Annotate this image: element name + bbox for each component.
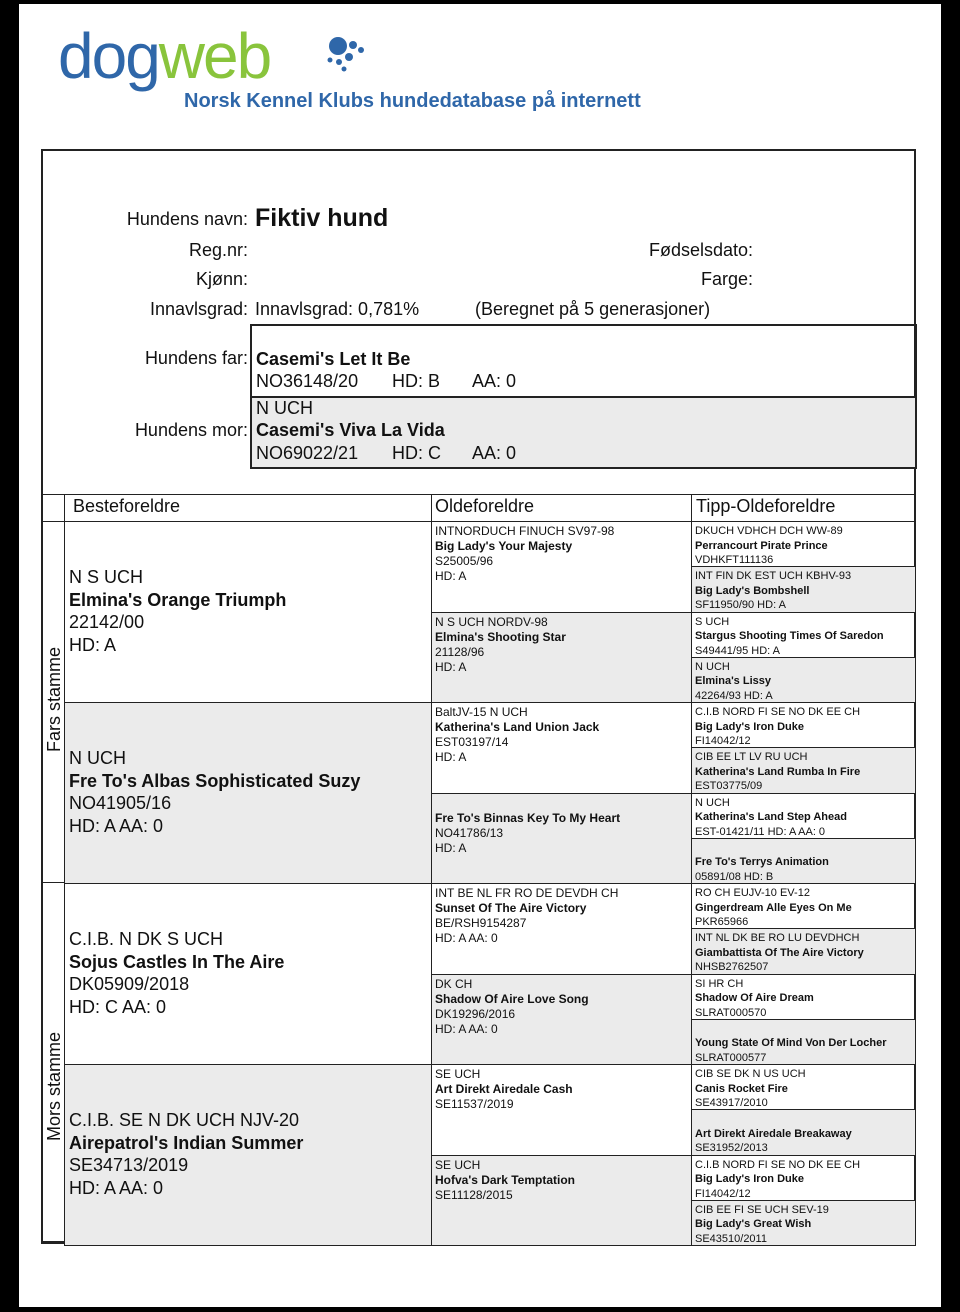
dog-name-label: Hundens navn: [126,209,248,229]
great-grandparent-line: HD: A [435,569,467,583]
grandparent-cell[interactable] [64,883,432,1065]
great-great-grandparent-line: DKUCH VDHCH DCH WW-89 [695,525,843,537]
great-grandparent-cell[interactable] [431,521,692,613]
father-label: Hundens far: [144,348,248,368]
great-grandparent-line: HD: A AA: 0 [435,1021,498,1036]
great-great-grandparent-line: Katherina's Land Rumba In Fire [695,765,861,778]
great-great-grandparent-line: Perrancourt Pirate Prince [695,539,828,552]
great-great-grandparent-line: SLRAT000577 [695,1051,767,1064]
grandparent-title: N S UCH [69,567,144,587]
great-grandparent-cell[interactable] [431,702,692,794]
sex-label: Kjønn: [195,269,248,289]
grandparent-hd: HD: A AA: 0 [69,815,164,836]
great-grandparent-line: HD: A AA: 0 [435,931,498,945]
great-grandparent-line: SE UCH [435,1157,481,1172]
great-grandparent-line [435,1203,688,1218]
great-great-grandparent-line: SE43510/2011 [695,1232,767,1245]
inbreeding-value: Innavlsgrad: 0,781% [255,299,420,319]
great-great-grandparent-line: RO CH EUJV-10 EV-12 [695,887,810,899]
great-great-grandparent-line: EST03775/09 [695,780,763,793]
grandparent-name: Fre To's Albas Sophisticated Suzy [69,770,361,791]
father-hd: HD: B [392,371,441,391]
great-grandparent-line: Elmina's Shooting Star [435,629,566,644]
great-great-grandparent-cell[interactable] [691,521,916,567]
great-great-grandparent-line: SE43917/2010 [695,1097,768,1109]
great-grandparent-line: INT BE NL FR RO DE DEVDH CH [435,886,619,900]
great-grandparent-line: HD: A [435,750,467,764]
logo-word-web: web [158,20,271,92]
great-great-grandparent-line: Fre To's Terrys Animation [695,856,829,869]
grandparent-reg: DK05909/2018 [69,974,190,994]
great-great-grandparent-cell[interactable] [691,1109,916,1155]
great-grandparent-line: SE11128/2015 [435,1187,513,1202]
great-great-grandparent-cell[interactable] [691,1200,916,1246]
great-great-grandparent-line: NHSB2762507 [695,961,769,974]
great-great-grandparent-line: SLRAT000570 [695,1006,767,1019]
great-great-grandparent-cell[interactable] [691,566,916,612]
great-grandparent-line: DK CH [435,976,473,991]
great-great-grandparent-line: Big Lady's Iron Duke [695,720,804,733]
mother-reg: NO69022/21 [256,443,359,463]
mother-label: Hundens mor: [134,420,248,440]
mother-side-column [41,882,65,1244]
great-grandparent-cell[interactable] [431,793,692,885]
great-grandparent-line: BaltJV-15 N UCH [435,705,528,719]
great-grandparent-line: Big Lady's Your Majesty [435,539,573,553]
great-great-grandparent-line: Giambattista Of The Aire Victory [695,946,864,959]
grandparent-cell[interactable] [64,521,432,703]
great-great-grandparent-line: N UCH [695,660,730,673]
great-grandparent-line: SE11537/2019 [435,1097,514,1111]
great-grandparent-line: EST03197/14 [435,735,509,749]
great-grandparent-line: 21128/96 [435,644,485,659]
great-great-grandparent-cell[interactable] [691,974,916,1020]
great-grandparent-line: INTNORDUCH FINUCH SV97-98 [435,524,615,538]
great-great-grandparent-line: Canis Rocket Fire [695,1082,788,1095]
great-grandparent-line: HD: A [435,659,467,674]
great-great-grandparent-line: S UCH [695,615,730,628]
grandparent-name: Sojus Castles In The Aire [69,951,285,972]
header-great-grandparents: Oldeforeldre [431,494,692,522]
great-great-grandparent-line [695,1112,912,1127]
great-great-grandparent-line: CIB EE FI SE UCH SEV-19 [695,1203,829,1216]
great-great-grandparent-cell[interactable] [691,793,916,839]
grandparent-hd: HD: C AA: 0 [69,996,167,1017]
inbreeding-label: Innavlsgrad: [149,299,248,319]
great-grandparent-line: Hofva's Dark Temptation [435,1172,575,1187]
great-great-grandparent-line: Young State Of Mind Von Der Locher [695,1037,887,1050]
great-great-grandparent-cell[interactable] [691,838,916,884]
great-grandparent-line: S25005/96 [435,554,494,568]
great-grandparent-line: Sunset Of The Aire Victory [435,901,587,915]
great-great-grandparent-line: SF11950/90 HD: A [695,599,786,612]
great-great-grandparent-line: INT FIN DK EST UCH KBHV-93 [695,570,852,583]
great-great-grandparent-line: CIB EE LT LV RU UCH [695,751,808,764]
mother-title: N UCH [256,398,313,418]
great-great-grandparent-line: CIB SE DK N US UCH [695,1068,806,1080]
grandparent-reg: 22142/00 [69,612,145,632]
great-grandparent-line: Fre To's Binnas Key To My Heart [435,810,621,825]
grandparent-title: N UCH [69,748,126,768]
great-grandparent-line: DK19296/2016 [435,1006,516,1021]
great-great-grandparent-line: INT NL DK BE RO LU DEVDHCH [695,932,860,945]
great-great-grandparent-line: 42264/93 HD: A [695,689,773,702]
grandparent-cell[interactable] [64,1064,432,1246]
grandparent-title: C.I.B. N DK S UCH [69,929,224,949]
grandparent-hd: HD: A [69,634,117,655]
grandparent-name: Elmina's Orange Triumph [69,589,287,610]
great-great-grandparent-line: EST-01421/11 HD: A AA: 0 [695,825,826,838]
mother-aa: AA: 0 [472,443,517,463]
great-great-grandparent-cell[interactable] [691,883,916,929]
great-great-grandparent-line: SE31952/2013 [695,1142,768,1155]
color-label: Farge: [700,269,753,289]
great-grandparent-cell[interactable] [431,612,692,704]
great-grandparent-line: NO41786/13 [435,825,504,840]
logo-bubbles-icon [320,36,370,76]
great-great-grandparent-line: 05891/08 HD: B [695,870,774,883]
great-great-grandparent-cell[interactable] [691,702,916,748]
grandparent-title: C.I.B. SE N DK UCH NJV-20 [69,1110,300,1130]
great-great-grandparent-line: Gingerdream Alle Eyes On Me [695,901,852,914]
great-great-grandparent-line: FI14042/12 [695,1187,751,1200]
great-great-grandparent-cell[interactable] [691,657,916,703]
inbreeding-note: (Beregnet på 5 generasjoner) [475,299,711,319]
great-great-grandparent-line [695,841,912,856]
great-great-grandparent-line: SI HR CH [695,977,744,990]
grandparent-reg: SE34713/2019 [69,1155,189,1175]
great-grandparent-line: Shadow Of Aire Love Song [435,991,589,1006]
header-spacer [41,494,65,522]
mother-hd: HD: C [392,443,441,463]
great-grandparent-cell[interactable] [431,974,692,1066]
mother-side-label: Mors stamme [44,1031,64,1141]
grandparent-reg: NO41905/16 [69,793,172,813]
great-grandparent-line: Art Direkt Airedale Cash [435,1082,573,1096]
birthdate-label: Fødselsdato: [648,240,753,260]
dog-name: Fiktiv hund [255,204,389,232]
great-great-grandparent-line [695,1022,912,1037]
great-great-grandparent-cell[interactable] [691,612,916,658]
great-great-grandparent-cell[interactable] [691,928,916,974]
great-grandparent-line: BE/RSH9154287 [435,916,527,930]
regnr-label: Reg.nr: [188,240,248,260]
great-great-grandparent-line: Stargus Shooting Times Of Saredon [695,630,884,642]
grandparent-name: Airepatrol's Indian Summer [69,1132,304,1153]
great-great-grandparent-line: Big Lady's Great Wish [695,1218,812,1231]
father-side-column [41,521,65,883]
great-great-grandparent-line: Shadow Of Aire Dream [695,992,814,1004]
logo-subtitle: Norsk Kennel Klubs hundedatabase på internett [184,90,641,112]
great-great-grandparent-line: Big Lady's Bombshell [695,584,810,597]
grandparent-hd: HD: A AA: 0 [69,1177,164,1198]
great-great-grandparent-cell[interactable] [691,1155,916,1201]
header-great-great-grandparents: Tipp-Oldeforeldre [691,494,916,522]
great-great-grandparent-line: PKR65966 [695,916,749,928]
great-great-grandparent-line: C.I.B NORD FI SE NO DK EE CH [695,1158,861,1171]
father-aa: AA: 0 [472,371,517,391]
great-great-grandparent-line: Katherina's Land Step Ahead [695,811,847,823]
great-grandparent-line: HD: A [435,840,467,855]
great-great-grandparent-cell[interactable] [691,1064,916,1110]
grandparent-cell[interactable] [64,702,432,884]
great-grandparent-cell[interactable] [431,883,692,975]
logo-word-dog: dog [58,20,159,92]
dogweb-logo[interactable] [58,20,271,92]
great-grandparent-line: SE UCH [435,1067,481,1081]
great-great-grandparent-line: C.I.B NORD FI SE NO DK EE CH [695,706,861,718]
great-great-grandparent-line: Art Direkt Airedale Breakaway [695,1127,852,1140]
great-great-grandparent-line: N UCH [695,796,730,809]
great-grandparent-cell[interactable] [431,1064,692,1156]
great-great-grandparent-line: Big Lady's Iron Duke [695,1173,804,1185]
father-side-label: Fars stamme [44,646,64,752]
great-grandparent-line [435,796,688,811]
header-grandparents: Besteforeldre [64,494,432,522]
great-great-grandparent-line: VDHKFT111136 [695,554,774,566]
great-grandparent-line: Katherina's Land Union Jack [435,720,600,734]
father-name[interactable]: Casemi's Let It Be [256,349,411,369]
mother-name[interactable]: Casemi's Viva La Vida [256,420,445,440]
father-reg: NO36148/20 [256,371,359,391]
great-grandparent-cell[interactable] [431,1155,692,1247]
great-great-grandparent-line: FI14042/12 [695,735,751,747]
great-grandparent-line: N S UCH NORDV-98 [435,614,548,629]
great-great-grandparent-line: Elmina's Lissy [695,675,771,688]
great-great-grandparent-line: S49441/95 HD: A [695,644,781,657]
great-great-grandparent-cell[interactable] [691,747,916,793]
great-great-grandparent-cell[interactable] [691,1019,916,1065]
great-grandparent-line [435,1112,688,1127]
